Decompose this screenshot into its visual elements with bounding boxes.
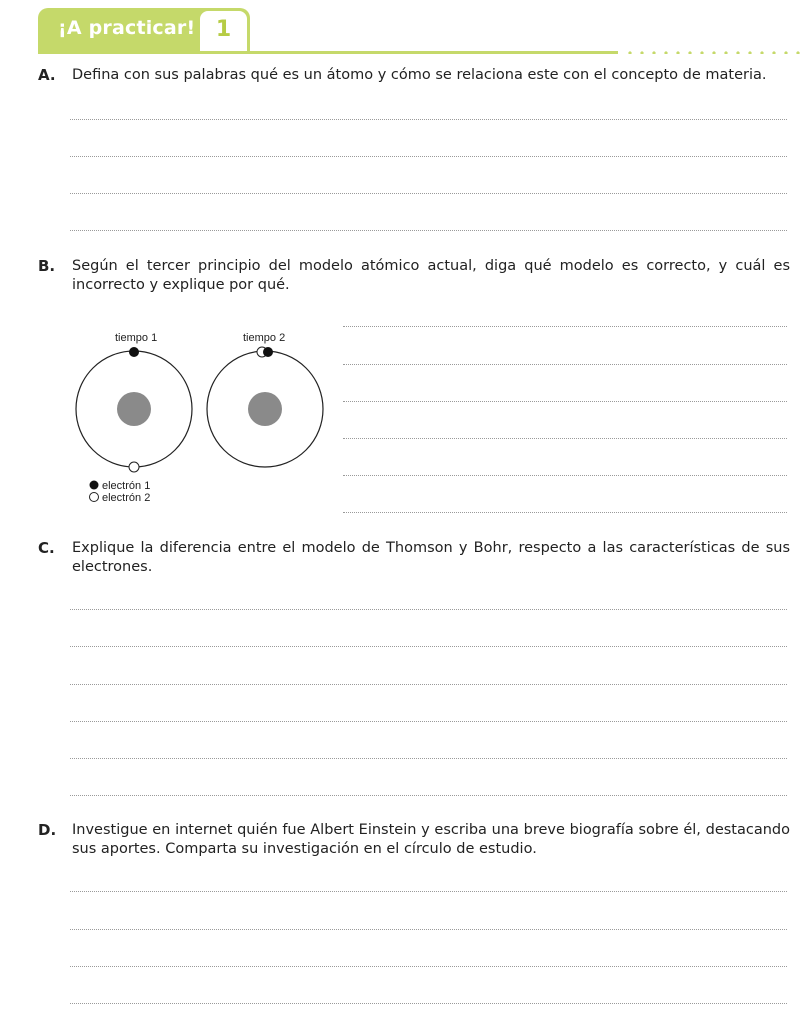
legend-electron-1-label: electrón 1	[102, 480, 151, 492]
time-2-label: tiempo 2	[243, 332, 286, 344]
answer-b-line-4[interactable]	[343, 438, 787, 439]
answer-a-line-2[interactable]	[70, 156, 787, 157]
answer-d-line-3[interactable]	[70, 966, 787, 967]
answer-b-line-1[interactable]	[343, 326, 787, 327]
question-b-text: Según el tercer principio del modelo atómico actual, diga qué modelo es correcto, y cuál es incorrecto y explique por qué.	[72, 258, 790, 293]
header-divider-line	[38, 51, 618, 54]
question-a-letter: A.	[38, 66, 56, 84]
answer-c-line-4[interactable]	[70, 721, 787, 722]
question-d-text: Investigue en internet quién fue Albert Einstein y escriba una breve biografía sobre él, destacando sus aportes. Comparta su investigación en el círculo de estudio.	[72, 822, 790, 857]
section-number-box	[200, 11, 247, 54]
atom-1-electron-2	[129, 462, 139, 472]
answer-c-line-3[interactable]	[70, 684, 787, 685]
question-b-letter: B.	[38, 257, 56, 275]
atom-1-nucleus	[117, 392, 151, 426]
atom-2-nucleus	[248, 392, 282, 426]
question-a-text: Defina con sus palabras qué es un átomo y cómo se relaciona este con el concepto de materia.	[72, 67, 767, 83]
section-number: 1	[215, 17, 232, 42]
atom-2-electron-1	[263, 347, 273, 357]
time-1-label: tiempo 1	[115, 332, 158, 344]
answer-a-line-4[interactable]	[70, 230, 787, 231]
legend-electron-1-icon	[90, 481, 99, 490]
atomic-model-figure	[70, 325, 340, 515]
question-d-letter: D.	[38, 821, 57, 839]
answer-a-line-3[interactable]	[70, 193, 787, 194]
section-title: ¡A practicar!	[58, 17, 196, 39]
answer-b-line-6[interactable]	[343, 512, 787, 513]
answer-b-line-5[interactable]	[343, 475, 787, 476]
answer-c-line-1[interactable]	[70, 609, 787, 610]
answer-c-line-5[interactable]	[70, 758, 787, 759]
question-c-letter: C.	[38, 539, 55, 557]
answer-b-line-2[interactable]	[343, 364, 787, 365]
legend-electron-2-icon	[90, 493, 99, 502]
answer-b-line-3[interactable]	[343, 401, 787, 402]
answer-d-line-4[interactable]	[70, 1003, 787, 1004]
question-c-text: Explique la diferencia entre el modelo de Thomson y Bohr, respecto a las características de sus electrones.	[72, 540, 790, 575]
answer-d-line-1[interactable]	[70, 891, 787, 892]
answer-d-line-2[interactable]	[70, 929, 787, 930]
legend-electron-2-label: electrón 2	[102, 492, 151, 504]
atom-1-electron-1	[129, 347, 139, 357]
answer-a-line-1[interactable]	[70, 119, 787, 120]
header-dotted-divider	[624, 51, 804, 54]
answer-c-line-6[interactable]	[70, 795, 787, 796]
answer-c-line-2[interactable]	[70, 646, 787, 647]
